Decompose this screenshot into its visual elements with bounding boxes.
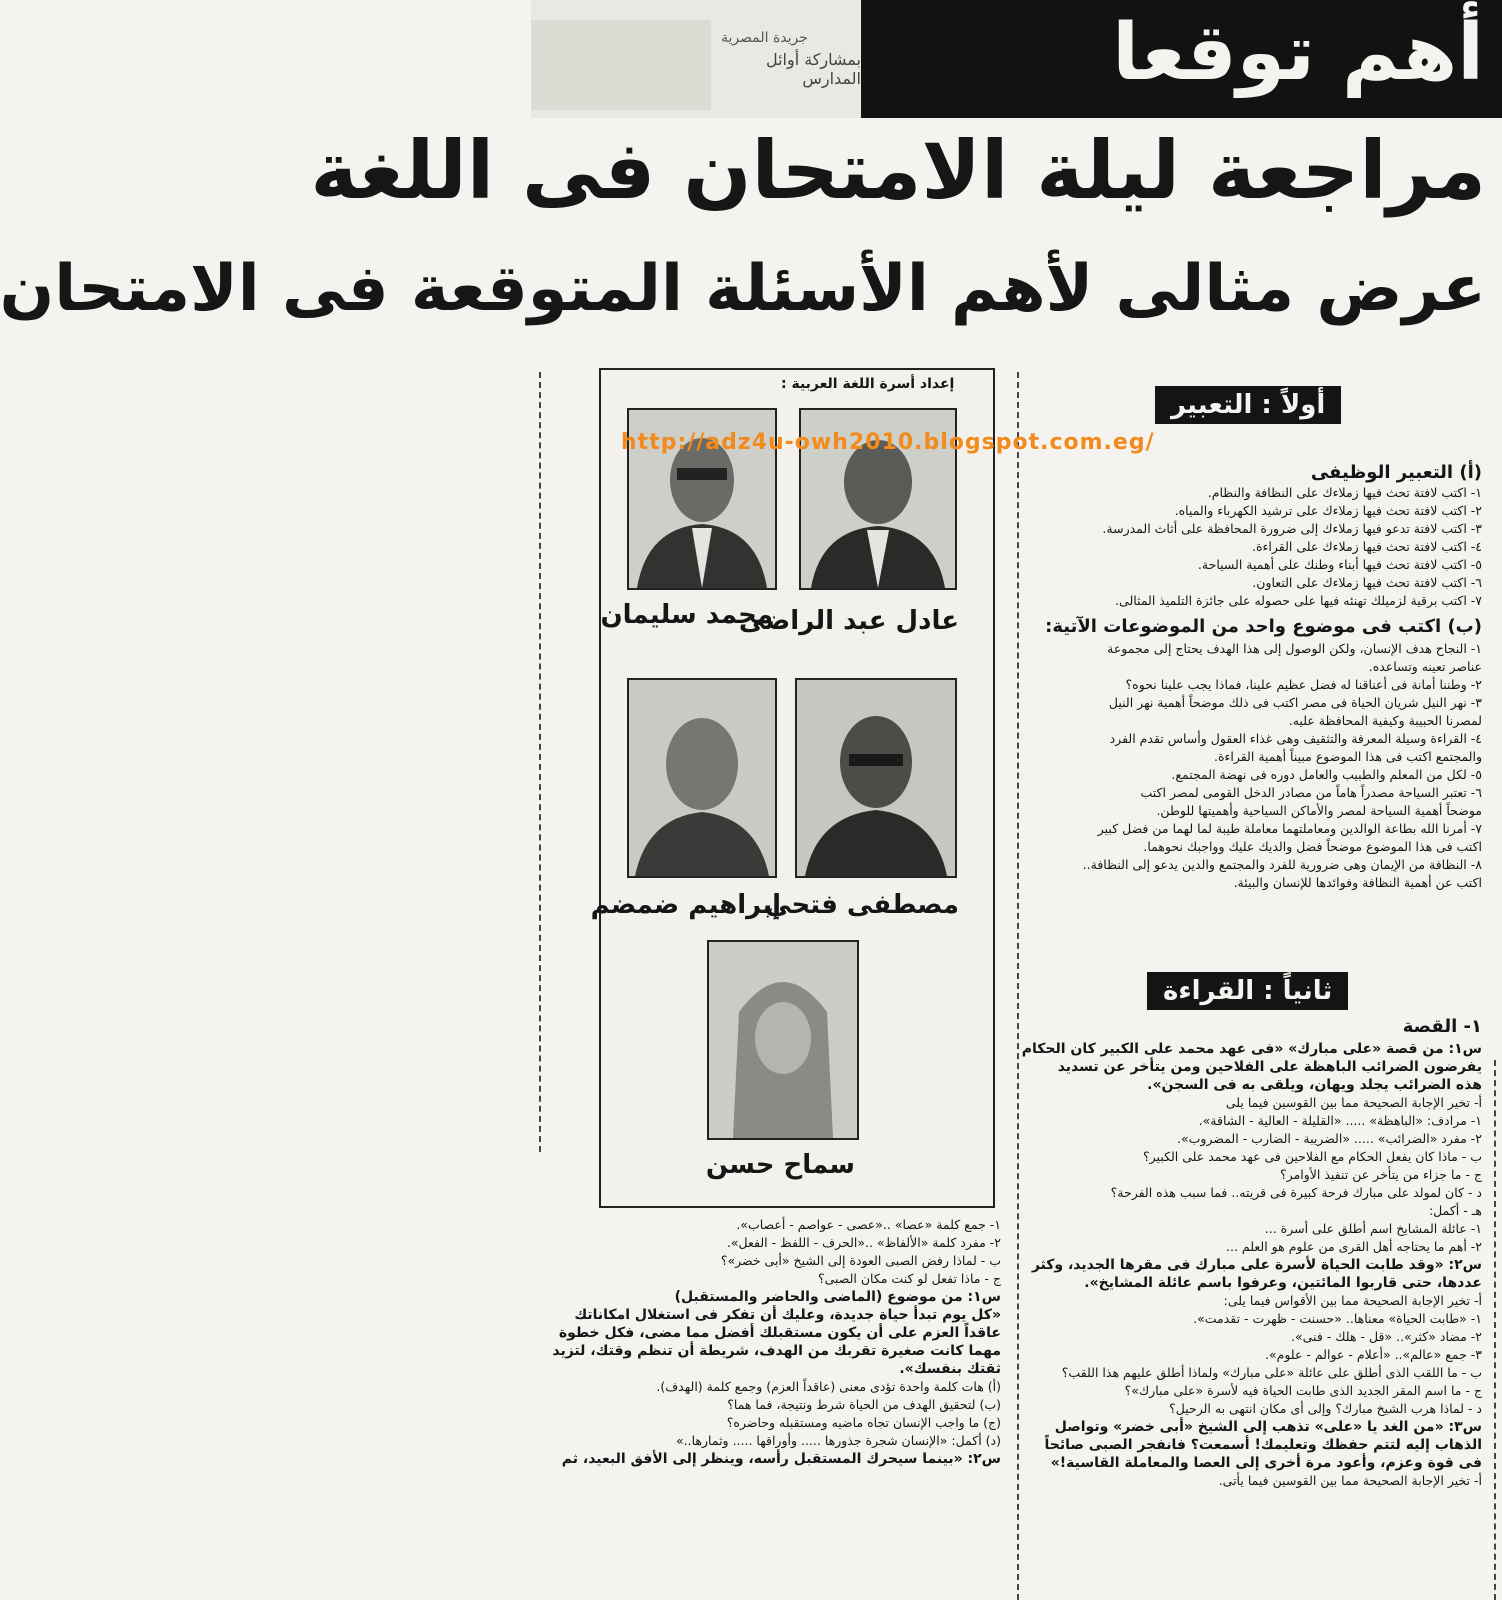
list-item: والمجتمع اكتب فى هذا الموضوع مبيناً أهمية القراءة. <box>1213 749 1482 764</box>
list-item: ٧- أمرنا الله بطاعة الوالدين ومعاملتهما معاملة طيبة لما لهما من فضل كبير <box>1097 821 1482 836</box>
author-photo-3 <box>795 678 957 878</box>
question-text: عاقداً العزم على أن يكون مستقبلك أفضل مما مضى، فكل خطوة <box>558 1325 1001 1341</box>
list-item: ب - ما اللقب الذى أطلق على عائلة «على مبارك» ولماذا أطلق عليهم هذا اللقب؟ <box>1061 1365 1482 1380</box>
top-black-banner <box>861 0 1502 118</box>
main-headline <box>310 118 1502 248</box>
reading-questions <box>1021 1040 1482 1490</box>
author-name-2: محمد سليمان <box>600 600 773 630</box>
list-item: هـ - أكمل: <box>1428 1203 1482 1218</box>
list-item: د - لماذا هرب الشيخ مبارك؟ وإلى أى مكان انتهى به الرحيل؟ <box>1169 1401 1482 1416</box>
functional-writing-title: (أ) التعبير الوظيفى <box>1310 462 1482 483</box>
author-photo-5 <box>707 940 859 1140</box>
author-name-5: سماح حسن <box>705 1150 855 1180</box>
question-text: يفرضون الضرائب الباهظة على الفلاحين ومن يتأخر عن تسديد <box>1057 1059 1482 1075</box>
question-text: س٢: «بينما سيحرك المستقبل رأسه، وينظر إلى الأفق البعيد، ثم <box>561 1451 1001 1467</box>
question-text: مهما كانت صغيرة تقربك من الهدف، شريطة أن تنظم وقتك، لتزيد <box>552 1343 1001 1359</box>
headline-2-text: عرض مثالى لأهم الأسئلة المتوقعة فى الامتحان <box>0 252 1486 326</box>
list-item: ٨- النظافة من الإيمان وهى ضرورية للفرد والمجتمع والدين يدعو إلى النظافة.. <box>1082 857 1482 872</box>
list-item: أ- تخير الإجابة الصحيحة مما بين الأقواس فيما يلى: <box>1223 1293 1482 1308</box>
list-item: أ- تخير الإجابة الصحيحة مما بين القوسين فيما يأتى. <box>1218 1473 1482 1488</box>
list-item: ١- اكتب لافتة تحث فيها زملاءك على النظافة والنظام. <box>1207 485 1482 500</box>
list-item: ٥- اكتب لافتة تحث فيها أبناء وطنك على أهمية السياحة. <box>1197 557 1482 572</box>
list-item: ٧- اكتب برقية لزميلك تهنئه فيها على حصوله على جائزة التلميذ المثالى. <box>1115 593 1482 608</box>
list-item: ٦- اكتب لافتة تحث فيها زملاءك على التعاون. <box>1252 575 1482 590</box>
prepared-by-label: إعداد أسرة اللغة العربية : <box>781 376 955 392</box>
masthead-fragment <box>531 0 861 118</box>
list-item: (د) أكمل: «الإنسان شجرة جذورها ..... وأوراقها ..... وثمارها..» <box>676 1433 1001 1448</box>
list-item: (ج) ما واجب الإنسان تجاه ماضيه ومستقبله وحاضره؟ <box>726 1415 1001 1430</box>
masthead-gray-area <box>531 20 711 110</box>
list-item: ١- النجاح هدف الإنسان، ولكن الوصول إلى هذا الهدف يحتاج إلى مجموعة <box>1107 641 1482 656</box>
author-name-3: مصطفى فتحي <box>765 890 959 920</box>
portrait-icon <box>629 680 775 876</box>
section-reading-label: ثانياً : القراءة <box>1147 972 1348 1010</box>
watermark-url[interactable]: http://adz4u-owh2010.blogspot.com.eg/ <box>621 430 1155 455</box>
masthead-small-line-2: بمشاركة أوائل المدارس <box>765 50 861 88</box>
question-title: س١: من موضوع (الماضى والحاضر والمستقبل) <box>674 1289 1001 1305</box>
list-item: أ- تخير الإجابة الصحيحة مما بين القوسين فيما يلى <box>1225 1095 1482 1110</box>
topics-list <box>1032 640 1482 892</box>
portrait-icon <box>797 680 955 876</box>
list-item: ١- مرادف: «الباهظة» ..... «القليلة - العالية - الشاقة». <box>1198 1113 1482 1128</box>
headline-1-text: مراجعة ليلة الامتحان فى اللغة <box>310 124 1486 217</box>
question-text: س١: من قصة «على مبارك» «فى عهد محمد على الكبير كان الحكام <box>1021 1041 1482 1057</box>
list-item: ب - ماذا كان يفعل الحكام مع الفلاحين فى عهد محمد على الكبير؟ <box>1143 1149 1482 1164</box>
list-item: ٢- مفرد كلمة «الألفاظ» ..«الحرف - اللفظ - الفعل». <box>726 1235 1001 1250</box>
list-item: (ب) لتحقيق الهدف من الحياة شرط ونتيجة، فما هما؟ <box>727 1397 1001 1412</box>
portrait-icon <box>709 942 857 1138</box>
list-item: ج - ما اسم المقر الجديد الذى طابت الحياة فيه لأسرة «على مبارك»؟ <box>1124 1383 1482 1398</box>
list-item: اكتب فى هذا الموضوع موضحاً فضل والديك عليك وواجبك نحوهما. <box>1143 839 1482 854</box>
banner-title: أهم توقعا <box>1112 8 1484 98</box>
list-item: موضحاً أهمية السياحة لمصر والأماكن السياحية وأهميتها للوطن. <box>1156 803 1482 818</box>
question-text: ثقتك بنفسك». <box>899 1361 1001 1377</box>
question-text: س٣: «من الغد يا «على» تذهب إلى الشيخ «أبى خضر» وتواصل <box>1054 1419 1482 1435</box>
left-column-questions <box>547 1216 1001 1468</box>
question-text: فى قوة وعزم، وأعود مرة أخرى إلى العصا والمعاملة القاسية!» <box>1050 1455 1482 1471</box>
question-text: الذهاب إليه لتتم حفظك وتعليمك! أسمعت؟ فانفجر الصبى صائحاً <box>1044 1437 1482 1453</box>
list-item: ٢- وطننا أمانة فى أعناقنا له فضل عظيم علينا، فماذا يجب علينا نحوه؟ <box>1125 677 1482 692</box>
list-item: ٣- نهر النيل شريان الحياة فى مصر اكتب فى ذلك موضحاً أهمية نهر النيل <box>1108 695 1482 710</box>
author-name-4: إبراهيم ضمضم <box>590 890 781 920</box>
list-item: ٢- مضاد «كثر».. «قل - هلك - فنى». <box>1291 1329 1482 1344</box>
list-item: ٥- لكل من المعلم والطبيب والعامل دوره فى نهضة المجتمع. <box>1171 767 1482 782</box>
list-item: اكتب عن أهمية النظافة وفوائدها للإنسان والبيئة. <box>1233 875 1482 890</box>
sub-headline <box>0 248 1502 348</box>
list-item: ١- «طابت الحياة» معناها.. «حسنت - ظهرت - تقدمت». <box>1193 1311 1482 1326</box>
question-text: «كل يوم تبدأ حياة جديدة، وعليك أن تفكر فى استغلال امكاناتك <box>574 1307 1001 1323</box>
list-item: ٢- أهم ما يحتاجه أهل القرى من علوم هو العلم ... <box>1226 1239 1482 1254</box>
list-item: ج - ماذا تفعل لو كنت مكان الصبى؟ <box>817 1271 1001 1286</box>
column-divider <box>1017 372 1019 1600</box>
list-item: ٦- تعتبر السياحة مصدراً هاماً من مصادر الدخل القومى لمصر اكتب <box>1140 785 1482 800</box>
question-text: س٢: «وقد طابت الحياة لأسرة على مبارك فى مقرها الجديد، وكثر <box>1031 1257 1482 1273</box>
left-edge-divider <box>539 372 541 1152</box>
question-text: هذه الضرائب يجلد ويهان، ويلقى به فى السجن». <box>1147 1077 1482 1093</box>
list-item: لمصرنا الحبيبة وكيفية المحافظة عليه. <box>1288 713 1482 728</box>
list-item: ٣- جمع «عالم».. «أعلام - عوالم - علوم». <box>1264 1347 1482 1362</box>
list-item: (أ) هات كلمة واحدة تؤدى معنى (عاقداً العزم) وجمع كلمة (الهدف). <box>656 1379 1001 1394</box>
question-text: عددها، حتى قاربوا المائتين، وعرفوا باسم عائلة المشايخ». <box>1084 1275 1482 1291</box>
list-item: ج - ما جزاء من يتأخر عن تنفيذ الأوامر؟ <box>1280 1167 1482 1182</box>
right-edge-divider <box>1494 1060 1496 1600</box>
list-item: ١- عائلة المشايخ اسم أطلق على أسرة ... <box>1264 1221 1482 1236</box>
list-item: ٤- اكتب لافتة تحث فيها زملاءك على القراءة. <box>1252 539 1482 554</box>
list-item: ٢- اكتب لافتة تحث فيها زملاءك على ترشيد الكهرباء والمياه. <box>1174 503 1482 518</box>
list-item: ب - لماذا رفض الصبى العودة إلى الشيخ «أبى خضر»؟ <box>720 1253 1001 1268</box>
list-item: ٣- اكتب لافتة تدعو فيها زملاءك إلى ضرورة المحافظة على أثاث المدرسة. <box>1102 521 1482 536</box>
functional-writing-list <box>1032 484 1482 610</box>
list-item: د - كان لمولد على مبارك فرحة كبيرة فى قريته.. فما سبب هذه الفرحة؟ <box>1110 1185 1482 1200</box>
section-expression-label: أولاً : التعبير <box>1155 386 1341 424</box>
topics-title: (ب) اكتب فى موضوع واحد من الموضوعات الآتية: <box>1045 616 1482 637</box>
list-item: ١- جمع كلمة «عصا» ..«عصى - عواصم - أعصاب». <box>736 1217 1001 1232</box>
masthead-small-line-1: جريدة المصرية <box>721 30 808 46</box>
list-item: ٢- مفرد «الضرائب» ..... «الضريبة - الضارب - المضروب». <box>1177 1131 1482 1146</box>
author-name-1: عادل عبد الراضى <box>738 606 959 636</box>
story-title: ١- القصة <box>1402 1016 1482 1037</box>
list-item: عناصر تعينه وتساعده. <box>1368 659 1482 674</box>
list-item: ٤- القراءة وسيلة المعرفة والتثقيف وهى غذاء العقول وأساس تقدم الفرد <box>1109 731 1482 746</box>
author-photo-4 <box>627 678 777 878</box>
